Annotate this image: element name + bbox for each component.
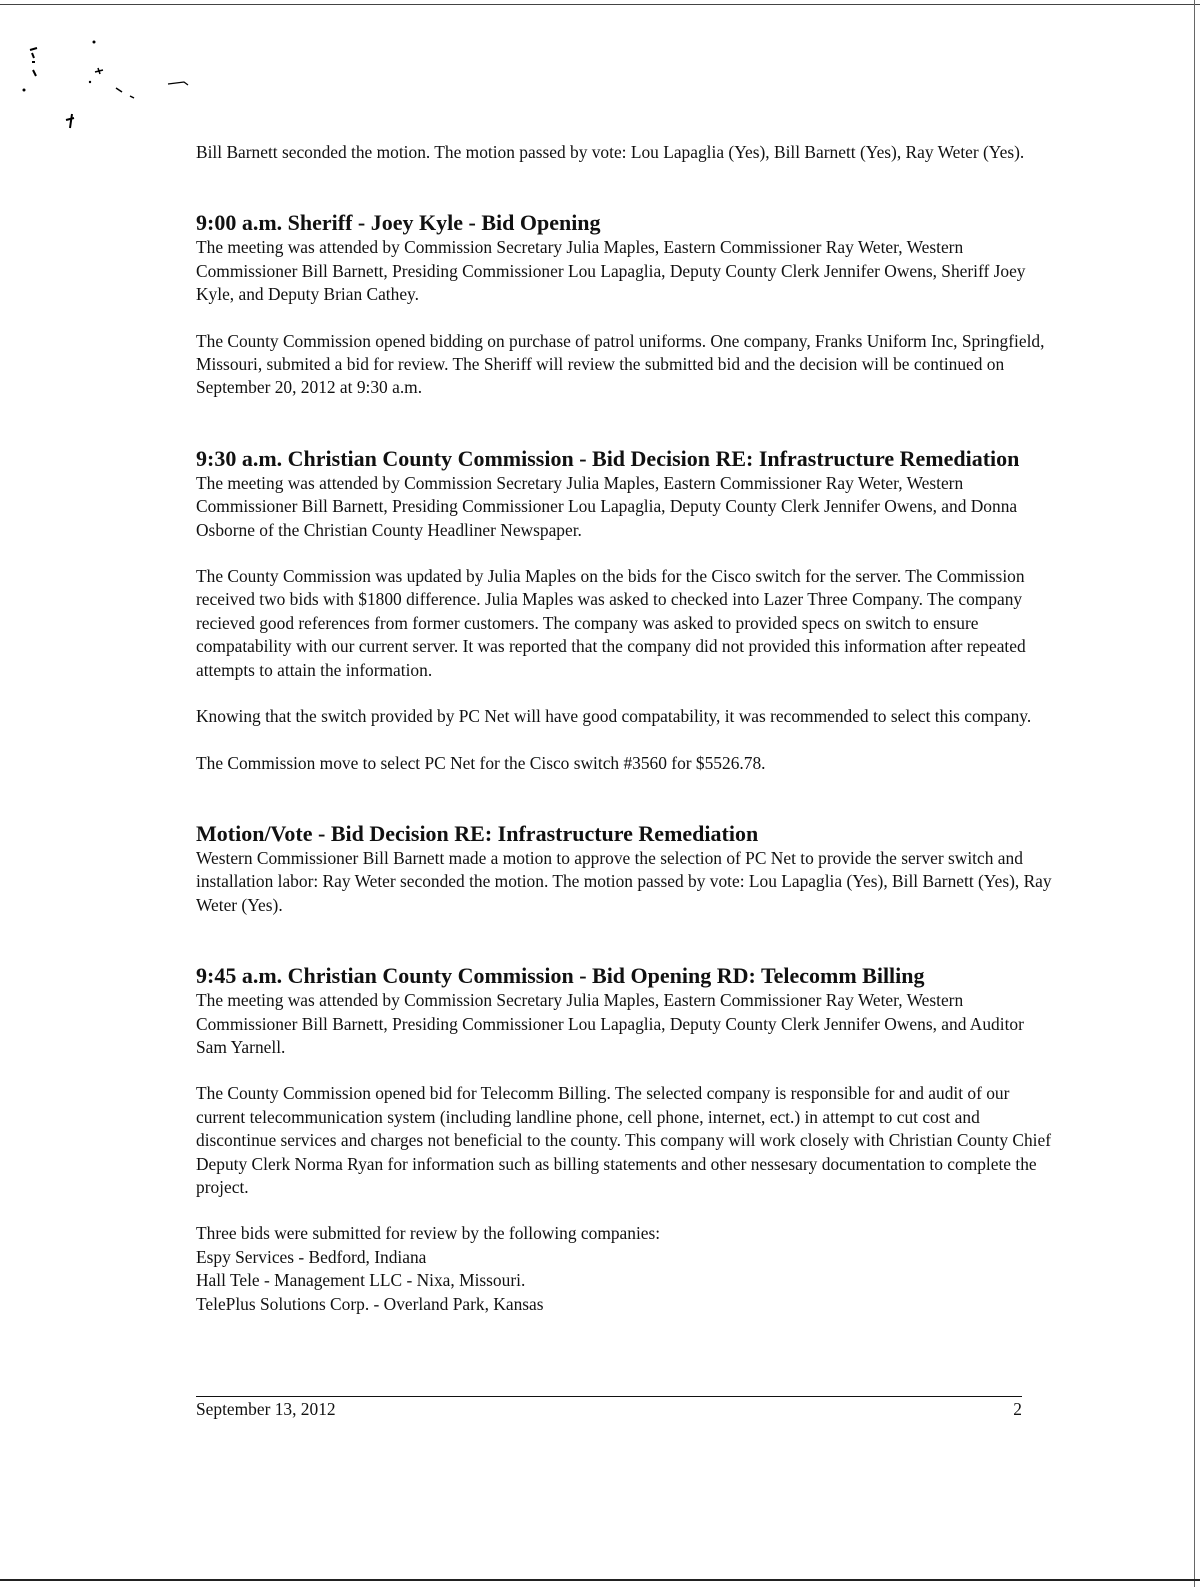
page-footer — [196, 1396, 1022, 1419]
attendance-paragraph: The meeting was attended by Commission Secretary Julia Maples, Eastern Commissioner Ray Weter, Western Commissioner Bill Barnett, Presiding Commissioner Lou Lapaglia, Deputy County Clerk Jennifer Owens, and Donna Osborne of the Christian County Headliner Newspaper. — [196, 472, 1018, 540]
body-paragraph: The County Commission opened bidding on purchase of patrol uniforms. One company, Franks Uniform Inc, Springfield, Missouri, submited a bid for review. The Sheriff will review the submitted bid and the decision will be continued on September 20, 2012 at 9:30 a.m. — [196, 330, 1045, 398]
footer-date: September 13, 2012 — [196, 1399, 336, 1419]
body-paragraph: The County Commission was updated by Julia Maples on the bids for the Cisco switch for the server. The Commission received two bids with $1800 difference. Julia Maples was asked to checked into Lazer Three Company. The company recieved good references from former customers. The company was asked to provided specs on switch to ensure compatability with our current server. It was reported that the company did not provided this information after repeated attempts to attain the information. — [196, 566, 1026, 680]
bid-list — [196, 1246, 1056, 1316]
bid-list-item: TelePlus Solutions Corp. - Overland Park, Kansas — [196, 1293, 544, 1314]
attendance-paragraph: The meeting was attended by Commission Secretary Julia Maples, Eastern Commissioner Ray Weter, Western Commissioner Bill Barnett, Presiding Commissioner Lou Lapaglia, Deputy County Clerk Jennifer Owens, and Auditor Sam Yarnell. — [196, 990, 1024, 1057]
body-paragraph: Western Commissioner Bill Barnett made a motion to approve the selection of PC Net to provide the server switch and installation labor: Ray Weter seconded the motion. The motion passed by vote: Lou Lapaglia (Yes), Bill Barnett (Yes), Ray Weter (Yes). — [196, 847, 1052, 915]
body-paragraph: The Commission move to select PC Net for the Cisco switch #3560 for $5526.78. — [196, 752, 766, 773]
bids-intro: Three bids were submitted for review by the following companies: — [196, 1223, 661, 1244]
section-telecomm-bid-opening — [196, 963, 1056, 1316]
body-paragraph: Knowing that the switch provided by PC Net will have good compatability, it was recommended to select this company. — [196, 706, 1032, 727]
section-heading: 9:00 a.m. Sheriff - Joey Kyle - Bid Opening — [196, 210, 601, 236]
section-heading: 9:45 a.m. Christian County Commission - Bid Opening RD: Telecomm Billing — [196, 963, 925, 989]
page-number: 2 — [1013, 1399, 1022, 1419]
bid-list-item: Espy Services - Bedford, Indiana — [196, 1246, 427, 1267]
section-infrastructure-bid-decision — [196, 446, 1056, 775]
section-heading: 9:30 a.m. Christian County Commission - Bid Decision RE: Infrastructure Remediation — [196, 445, 1020, 471]
body-paragraph: The County Commission opened bid for Telecomm Billing. The selected company is responsible for and audit of our current telecommunication system (including landline phone, cell phone, internet, ect.) in attempt to cut cost and discontinue services and charges not beneficial to the county. This company will work closely with Christian County Chief Deputy Clerk Norma Ryan for information such as billing statements and other nessesary documentation to complete the project. — [196, 1083, 1052, 1197]
section-heading: Motion/Vote - Bid Decision RE: Infrastructure Remediation — [196, 820, 759, 846]
minutes-page — [196, 141, 1056, 1316]
scan-speckles — [0, 0, 200, 130]
section-motion-vote — [196, 821, 1056, 917]
bid-list-item: Hall Tele - Management LLC - Nixa, Missouri. — [196, 1270, 526, 1291]
scan-edge-bottom — [0, 1579, 1200, 1581]
continuation-paragraph: Bill Barnett seconded the motion. The motion passed by vote: Lou Lapaglia (Yes), Bill Barnett (Yes), Ray Weter (Yes). — [196, 142, 1025, 162]
section-sheriff-bid-opening — [196, 210, 1056, 399]
attendance-paragraph: The meeting was attended by Commission Secretary Julia Maples, Eastern Commissioner Ray Weter, Western Commissioner Bill Barnett, Presiding Commissioner Lou Lapaglia, Deputy County Clerk Jennifer Owens, Sheriff Joey Kyle, and Deputy Brian Cathey. — [196, 237, 1026, 305]
scan-edge-right — [1194, 0, 1195, 1587]
